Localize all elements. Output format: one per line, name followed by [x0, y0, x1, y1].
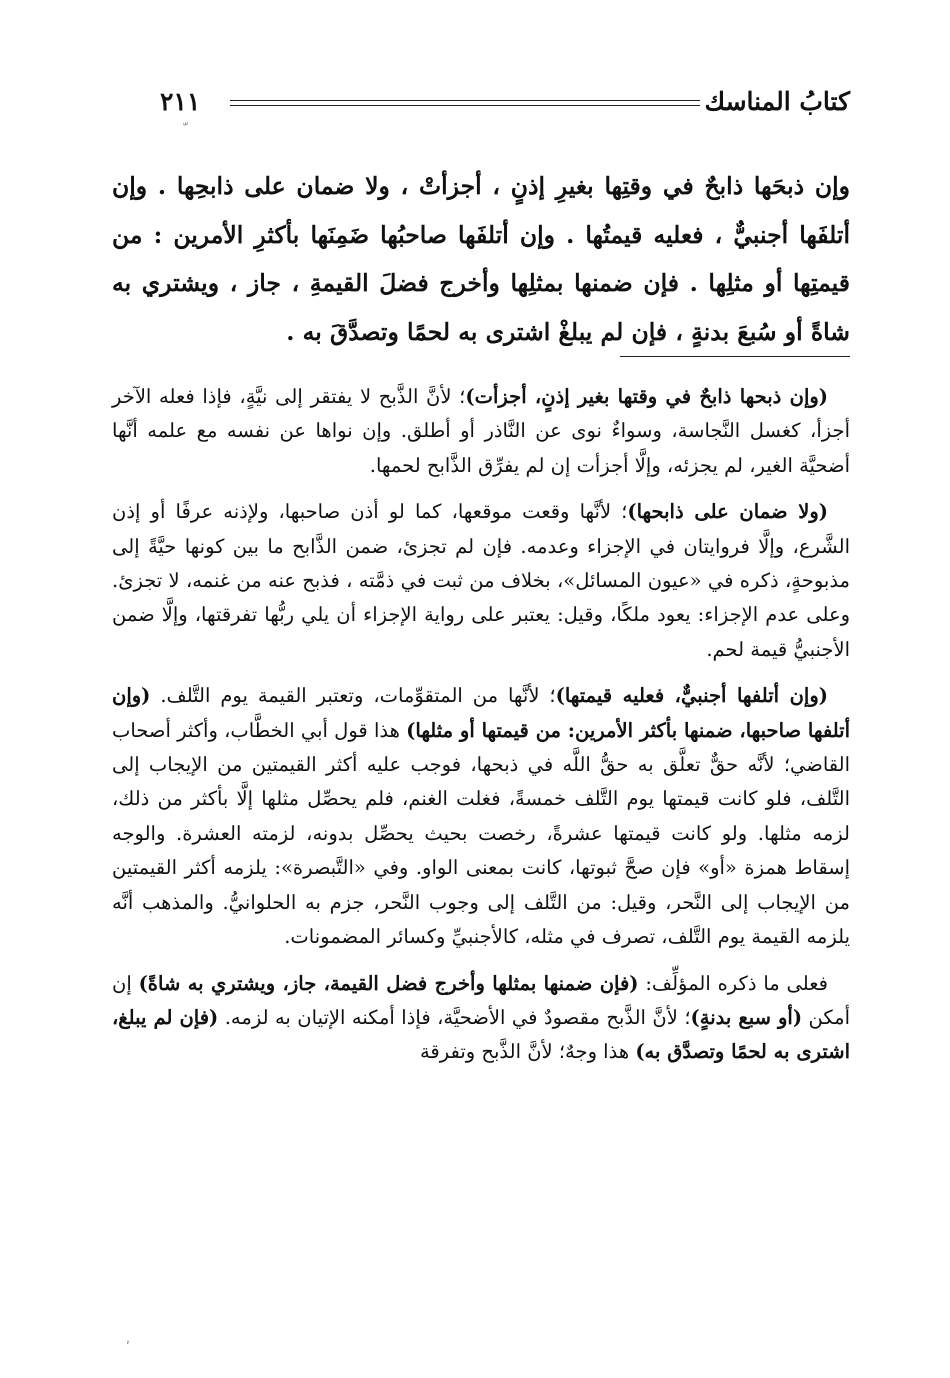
commentary-text: هذا قول أبي الخطَّاب، وأكثر أصحاب القاضي؛ لأنَّه حقٌّ تعلَّق به حقُّ اللَّه في ذبحها، فوجب عليه أكثر القيمتين من الإيجاب إلى التَّلف، فلو كانت قيمتها يوم التَّلف خمسةً، فغلت الغنم، فلم يحصِّل مثلها إلَّا بأكثر من ذلك، لزمه مثلها. ولو كانت قيمتها عشرةً، رخصت بحيث يحصِّل بدونه، لزمته العشرة. والوجه إسقاط همزة «أو» فإن صحَّ ثبوتها، كانت بمعنى الواو. وفي «التَّبصرة»: يلزمه أكثر القيمتين من الإيجاب إلى النَّحر، وقيل: من التَّلف إلى وجوب النَّحر، جزم به الحلوانيُّ. والمذهب أنَّه يلزمه القيمة يوم التَّلف، تصرف في مثله، كالأجنبيِّ وكسائر المضمونات.: [112, 718, 850, 949]
commentary-text: إن أمكن: [112, 971, 850, 1029]
commentary-text: ؛ لأنَّها من المتقوِّمات، وتعتبر القيمة يوم التَّلف.: [150, 684, 556, 708]
commentary-paragraph: [112, 380, 850, 483]
quoted-matn: (وإن أتلفها أجنبيٌّ، فعليه قيمتها): [555, 684, 828, 708]
matn-text: [112, 162, 850, 356]
book-title: كتابُ المناسك: [704, 87, 850, 116]
commentary-paragraph: [112, 679, 850, 954]
header-rule: [230, 100, 700, 106]
commentary-text: ؛ لأنَّ الذَّبح لا يفتقر إلى نيَّةٍ، فإذا فعله الآخر أجزأ، كغسل النَّجاسة، وسواءٌ نوى عن النَّاذر أو أطلق. وإن نواها عن نفسه مع علمه أنَّها أضحيَّة الغير، لم يجزئه، وإلَّا أجزأت إن لم يفرِّق الذَّابح لحمها.: [112, 385, 850, 477]
quoted-matn: (وإن أتلفها صاحبها، ضمنها بأكثر الأمرين: من قيمتها أو مثلها): [112, 684, 851, 742]
quoted-matn: (وإن ذبحها ذابحٌ في وقتها بغير إذنٍ، أجزأت): [465, 385, 829, 408]
page-number: ٢١١: [160, 87, 201, 116]
commentary-paragraph: [112, 495, 850, 667]
commentary-text: ؛ لأنَّها وقعت موقعها، كما لو أذن صاحبها، ولإذنه عرفًا أو إذن الشَّرع، وإلَّا فروايتان في الإجزاء وعدمه. فإن لم تجزئ، ضمن الذَّابح ما بين كونها حيَّةً إلى مذبوحةٍ، ذكره في «عيون المسائل»، بخلاف من ثبت في ذمَّته ، فذبح عنه من غنمه، لا تجزئ. وعلى عدم الإجزاء: يعود ملكًا، وقيل: يعتبر على رواية الإجزاء أن يلي ربُّها تفرقتها، وإلَّا ضمن الأجنبيُّ قيمة لحم.: [112, 500, 850, 661]
commentary-text: ؛ لأنَّ الذَّبح مقصودٌ في الأضحيَّة، فإذا أمكنه الإتيان به لزمه.: [218, 1005, 691, 1029]
commentary: [112, 380, 850, 1082]
quoted-matn: (فإن ضمنها بمثلها وأخرج فضل القيمة، جاز، ويشتري به شاةً): [138, 971, 639, 995]
commentary-text: هذا وجهٌ؛ لأنَّ الذَّبح وتفرقة: [419, 1040, 636, 1064]
quoted-matn: (ولا ضمان على ذابحها): [627, 500, 828, 524]
matn-paragraph: وإن ذبحَها ذابحٌ في وقتِها بغيرِ إذنٍ ، أجزأتْ ، ولا ضمان على ذابحِها . وإن أتلفَها أجنبيٌّ ، فعليه قيمتُها . وإن أتلفَها صاحبُها ضَمِنَها بأكثرِ الأمرين : من قيمتِها أو مثلِها . فإن ضمنها بمثلِها وأخرج فضلَ القيمةِ ، جاز ، ويشتري به شاةً أو سُبعَ بدنةٍ ، فإن لم يبلغْ اشترى به لحمًا وتصدَّقَ به .: [112, 172, 850, 346]
commentary-paragraph: [112, 967, 850, 1070]
quoted-matn: (أو سبع بدنةٍ): [690, 1005, 803, 1029]
quoted-matn: (فإن لم يبلغ، اشترى به لحمًا وتصدَّق به): [112, 1005, 850, 1064]
scan-mark: ʹ: [126, 1340, 130, 1356]
commentary-text: فعلى ما ذكره المؤلِّف:: [638, 971, 828, 995]
page-header: [160, 82, 850, 122]
text-divider: [620, 356, 850, 357]
